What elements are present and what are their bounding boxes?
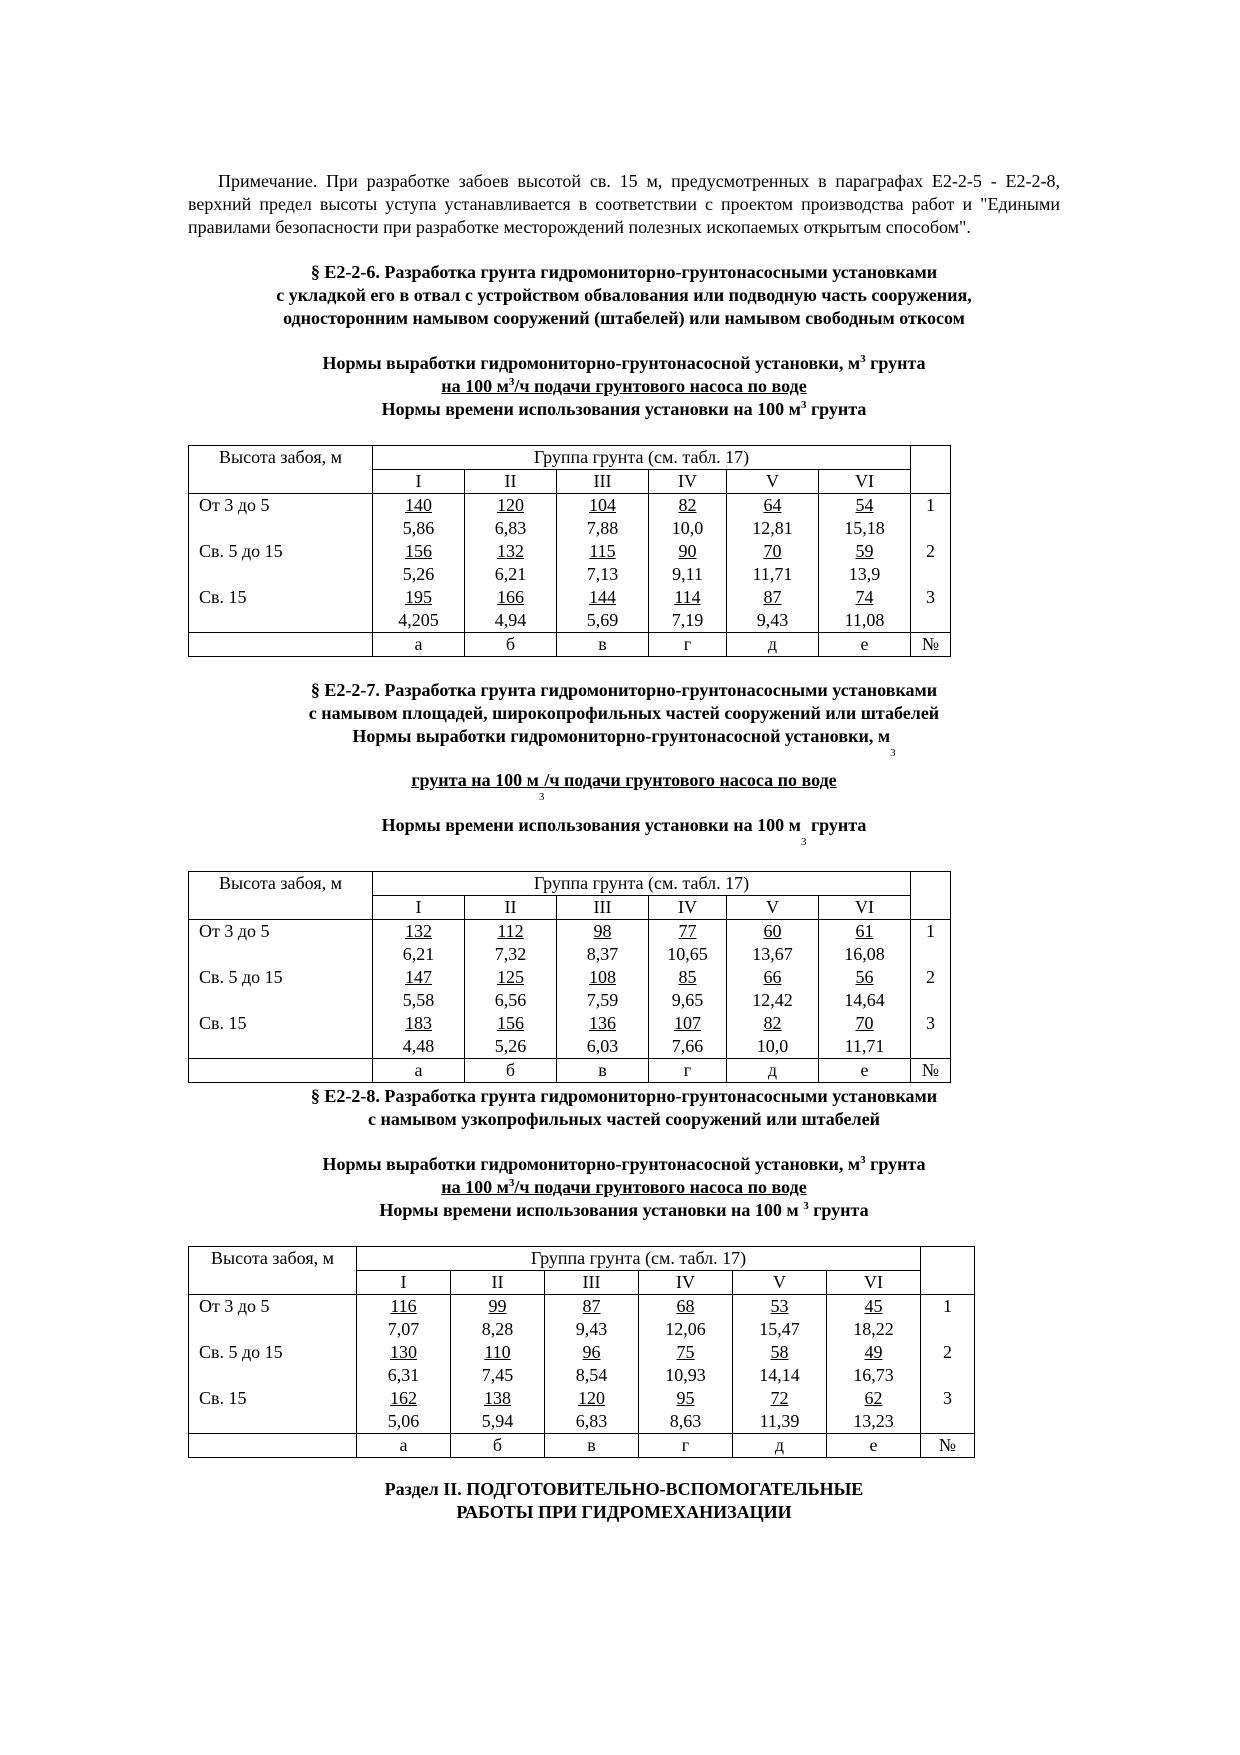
- header-empty: [921, 1271, 975, 1295]
- column-letter: б: [465, 633, 557, 657]
- header-empty: [911, 872, 951, 896]
- row-number: 1: [943, 1296, 952, 1316]
- group-header: VI: [819, 470, 911, 494]
- output-norm: 68: [676, 1296, 695, 1316]
- output-norm: 62: [864, 1388, 883, 1408]
- row-number: 3: [943, 1388, 952, 1408]
- output-norm: 132: [497, 541, 524, 561]
- output-norm: 70: [855, 1013, 874, 1033]
- time-norm: 4,48: [402, 1036, 435, 1056]
- output-norm: 54: [855, 495, 874, 515]
- row-numbers: [911, 920, 951, 1059]
- row-numbers: [911, 494, 951, 633]
- time-norm: 8,37: [586, 944, 619, 964]
- time-norm: 9,11: [672, 564, 703, 584]
- height-label: От 3 до 5: [199, 495, 270, 515]
- output-norm: 53: [770, 1296, 789, 1316]
- number-sign: №: [921, 1434, 975, 1458]
- header-group: Группа грунта (см. табл. 17): [357, 1247, 921, 1271]
- output-norm: 95: [676, 1388, 695, 1408]
- section-e2-2-7: [188, 679, 1060, 1083]
- output-norm: 87: [763, 587, 782, 607]
- output-norm: 104: [589, 495, 616, 515]
- output-norm: 107: [674, 1013, 701, 1033]
- time-line: Нормы времени использования установки на 100 м: [379, 1200, 804, 1220]
- time-norm: 12,42: [752, 990, 793, 1010]
- column-letter: д: [727, 1059, 819, 1083]
- time-norm: 6,21: [402, 944, 435, 964]
- height-labels: [189, 494, 373, 633]
- section-title: [188, 1085, 1060, 1131]
- time-norm: 6,83: [575, 1411, 608, 1431]
- value-cell: [649, 920, 727, 1059]
- value-cell: [465, 920, 557, 1059]
- value-cell: [357, 1295, 451, 1434]
- output-norm: 116: [390, 1296, 417, 1316]
- row-number: 3: [926, 587, 935, 607]
- norm-line: на 100 м: [441, 1177, 509, 1197]
- height-label: Св. 5 до 15: [199, 967, 283, 987]
- group-header: III: [557, 470, 649, 494]
- time-norm: 8,63: [669, 1411, 702, 1431]
- value-cell: [827, 1295, 921, 1434]
- title-line: с укладкой его в отвал с устройством обвалования или подводную часть сооружения,: [276, 285, 972, 305]
- height-labels: [189, 920, 373, 1059]
- time-norm: 13,23: [853, 1411, 894, 1431]
- header-height: Высота забоя, м: [189, 1247, 357, 1271]
- time-norm: 11,71: [844, 1036, 885, 1056]
- output-norm: 49: [864, 1342, 883, 1362]
- column-letter: а: [373, 1059, 465, 1083]
- output-norm: 60: [763, 921, 782, 941]
- value-cell: [557, 920, 649, 1059]
- group-header: V: [727, 470, 819, 494]
- time-norm: 15,18: [844, 518, 885, 538]
- value-cell: [727, 494, 819, 633]
- output-norm: 87: [582, 1296, 601, 1316]
- output-norm: 125: [497, 967, 524, 987]
- output-norm: 110: [484, 1342, 511, 1362]
- header-empty: [921, 1247, 975, 1271]
- title-line: с намывом площадей, широкопрофильных частей сооружений или штабелей: [308, 703, 940, 723]
- output-norm: 45: [864, 1296, 883, 1316]
- row-numbers: [921, 1295, 975, 1434]
- time-norm: 10,0: [671, 518, 704, 538]
- group-header: I: [373, 896, 465, 920]
- value-cell: [819, 920, 911, 1059]
- number-sign: №: [911, 1059, 951, 1083]
- time-norm: 14,64: [844, 990, 885, 1010]
- height-label: Св. 15: [199, 1388, 247, 1408]
- row-number: 1: [926, 921, 935, 941]
- output-norm: 183: [405, 1013, 432, 1033]
- time-norm: 15,47: [759, 1319, 800, 1339]
- group-header: IV: [639, 1271, 733, 1295]
- row-number: 2: [926, 541, 935, 561]
- height-label: Св. 15: [199, 587, 247, 607]
- output-norm: 144: [589, 587, 616, 607]
- time-norm: 16,08: [844, 944, 885, 964]
- column-letter: в: [557, 1059, 649, 1083]
- output-norm: 99: [488, 1296, 507, 1316]
- output-norm: 132: [405, 921, 432, 941]
- value-cell: [545, 1295, 639, 1434]
- value-cell: [727, 920, 819, 1059]
- time-norm: 11,08: [844, 610, 885, 630]
- letters-empty: [189, 633, 373, 657]
- height-label: Св. 5 до 15: [199, 1342, 283, 1362]
- output-norm: 90: [678, 541, 697, 561]
- header-height: Высота забоя, м: [189, 446, 373, 470]
- time-norm: 7,88: [586, 518, 619, 538]
- column-letter: в: [557, 633, 649, 657]
- header-group: Группа грунта (см. табл. 17): [373, 446, 911, 470]
- column-letter: г: [649, 1059, 727, 1083]
- group-header: II: [465, 470, 557, 494]
- output-norm: 70: [763, 541, 782, 561]
- time-norm: 6,21: [494, 564, 527, 584]
- time-norm: 12,81: [752, 518, 793, 538]
- value-cell: [649, 494, 727, 633]
- group-header: III: [557, 896, 649, 920]
- value-cell: [451, 1295, 545, 1434]
- time-norm: 16,73: [853, 1365, 894, 1385]
- height-label: Св. 5 до 15: [199, 541, 283, 561]
- column-letter: б: [465, 1059, 557, 1083]
- group-header: III: [545, 1271, 639, 1295]
- time-norm: 13,67: [752, 944, 793, 964]
- output-norm: 115: [589, 541, 616, 561]
- title-line: § Е2-2-6. Разработка грунта гидромониторно-грунтонасосными установками: [310, 262, 938, 282]
- value-cell: [465, 494, 557, 633]
- row-number: 2: [926, 967, 935, 987]
- column-letter: е: [819, 1059, 911, 1083]
- header-empty: [189, 896, 373, 920]
- section-ii-heading: [188, 1478, 1060, 1524]
- value-cell: [373, 920, 465, 1059]
- time-norm: 8,28: [481, 1319, 514, 1339]
- header-empty: [911, 896, 951, 920]
- time-norm: 5,26: [402, 564, 435, 584]
- group-header: VI: [827, 1271, 921, 1295]
- time-norm: 6,56: [494, 990, 527, 1010]
- value-cell: [557, 494, 649, 633]
- column-letter: д: [727, 633, 819, 657]
- time-norm: 7,32: [494, 944, 527, 964]
- page: [188, 170, 1060, 1524]
- output-norm: 156: [405, 541, 432, 561]
- time-norm: 11,39: [759, 1411, 800, 1431]
- time-norm: 9,65: [671, 990, 704, 1010]
- output-norm: 82: [678, 495, 697, 515]
- time-norm: 5,69: [586, 610, 619, 630]
- output-norm: 56: [855, 967, 874, 987]
- section-title: § Е2-2-7. Разработка грунта гидромониторно-грунтонасосными установками с намывом площадей, широкопрофильных частей сооружений или штабелей Нормы выработки гидромониторно-грунтонасосной установки, $м_3$: [188, 679, 1060, 751]
- group-header: II: [451, 1271, 545, 1295]
- norm-line: Нормы выработки гидромониторно-грунтонасосной установки, м: [322, 1154, 861, 1174]
- output-norm: 162: [390, 1388, 417, 1408]
- output-norm: 59: [855, 541, 874, 561]
- output-norm: 130: [390, 1342, 417, 1362]
- time-norm: 9,43: [756, 610, 789, 630]
- output-norm: 72: [770, 1388, 789, 1408]
- time-norm: 8,54: [575, 1365, 608, 1385]
- header-height: Высота забоя, м: [189, 872, 373, 896]
- norms-heading: Нормы выработки гидромониторно-грунтонасосной установки, $м^3$ грунта на 100 $м^3/ч$ подачи грунтового насоса по воде Нормы времени использования установки на 100 м $^3$ грунта: [322, 1154, 926, 1220]
- norm-line: Нормы выработки гидромониторно-грунтонасосной установки, м: [322, 353, 861, 373]
- time-norm: 7,66: [671, 1036, 704, 1056]
- output-norm: 85: [678, 967, 697, 987]
- group-header: V: [733, 1271, 827, 1295]
- output-norm: 96: [582, 1342, 601, 1362]
- header-empty: [189, 1271, 357, 1295]
- time-norm: 7,07: [387, 1319, 420, 1339]
- norms-table: [188, 871, 951, 1083]
- norm-line: Нормы выработки гидромониторно-грунтонасосной установки, м: [352, 726, 891, 746]
- group-header: II: [465, 896, 557, 920]
- output-norm: 195: [405, 587, 432, 607]
- output-norm: 112: [497, 921, 524, 941]
- column-letter: д: [733, 1434, 827, 1458]
- section-ii-line: РАБОТЫ ПРИ ГИДРОМЕХАНИЗАЦИИ: [456, 1502, 792, 1522]
- time-line: Нормы времени использования установки на 100 м: [381, 815, 801, 835]
- time-norm: 5,94: [481, 1411, 514, 1431]
- time-norm: 4,205: [398, 610, 439, 630]
- title-line: § Е2-2-8. Разработка грунта гидромониторно-грунтонасосными установками: [310, 1086, 938, 1106]
- column-letter: е: [819, 633, 911, 657]
- value-cell: [373, 494, 465, 633]
- group-header: I: [373, 470, 465, 494]
- group-header: VI: [819, 896, 911, 920]
- height-label: Св. 15: [199, 1013, 247, 1033]
- output-norm: 98: [593, 921, 612, 941]
- time-norm: 10,65: [667, 944, 708, 964]
- column-letter: а: [357, 1434, 451, 1458]
- norms-table: [188, 1246, 975, 1458]
- group-header: V: [727, 896, 819, 920]
- note-paragraph: Примечание. При разработке забоев высотой св. 15 м, предусмотренных в параграфах Е2-2-5 - Е2-2-8, верхний предел высоты уступа устанавливается в соответствии с проектом производства работ и "Едиными правилами безопасности при разработке месторождений полезных ископаемых открытым способом".: [188, 171, 1060, 237]
- output-norm: 77: [678, 921, 697, 941]
- title-line: с намывом узкопрофильных частей сооружений или штабелей: [368, 1109, 880, 1129]
- time-norm: 5,26: [494, 1036, 527, 1056]
- time-norm: 4,94: [494, 610, 527, 630]
- time-norm: 5,06: [387, 1411, 420, 1431]
- time-norm: 10,93: [665, 1365, 706, 1385]
- value-cell: [733, 1295, 827, 1434]
- header-empty: [911, 446, 951, 470]
- row-number: 1: [926, 495, 935, 515]
- column-letter: г: [649, 633, 727, 657]
- number-sign: №: [911, 633, 951, 657]
- group-header: IV: [649, 896, 727, 920]
- row-number: 2: [943, 1342, 952, 1362]
- time-norm: 13,9: [848, 564, 881, 584]
- section-e2-2-8: [188, 1085, 1060, 1458]
- letters-empty: [189, 1059, 373, 1083]
- time-norm: 7,13: [586, 564, 619, 584]
- output-norm: 75: [676, 1342, 695, 1362]
- time-norm: 11,71: [752, 564, 793, 584]
- output-norm: 61: [855, 921, 874, 941]
- letters-empty: [189, 1434, 357, 1458]
- output-norm: 58: [770, 1342, 789, 1362]
- output-norm: 74: [855, 587, 874, 607]
- column-letter: г: [639, 1434, 733, 1458]
- output-norm: 108: [589, 967, 616, 987]
- value-cell: [819, 494, 911, 633]
- time-norm: 7,59: [586, 990, 619, 1010]
- norms-table: [188, 445, 951, 657]
- output-norm: 120: [578, 1388, 605, 1408]
- section-title: [188, 261, 1060, 330]
- header-empty: [911, 470, 951, 494]
- height-label: От 3 до 5: [199, 1296, 270, 1316]
- section-ii-line: Раздел II. ПОДГОТОВИТЕЛЬНО-ВСПОМОГАТЕЛЬНЫЕ: [384, 1479, 864, 1499]
- column-letter: а: [373, 633, 465, 657]
- time-norm: 7,45: [481, 1365, 514, 1385]
- time-norm: 7,19: [671, 610, 704, 630]
- title-line: § Е2-2-7. Разработка грунта гидромониторно-грунтонасосными установками: [310, 680, 938, 700]
- title-line: односторонним намывом сооружений (штабелей) или намывом свободным откосом: [283, 308, 965, 328]
- output-norm: 64: [763, 495, 782, 515]
- group-header: I: [357, 1271, 451, 1295]
- height-label: От 3 до 5: [199, 921, 270, 941]
- section-e2-2-6: [188, 261, 1060, 657]
- time-norm: 18,22: [853, 1319, 894, 1339]
- time-norm: 14,14: [759, 1365, 800, 1385]
- time-norm: 5,58: [402, 990, 435, 1010]
- output-norm: 147: [405, 967, 432, 987]
- output-norm: 166: [497, 587, 524, 607]
- output-norm: 156: [497, 1013, 524, 1033]
- output-norm: 82: [763, 1013, 782, 1033]
- time-norm: 12,06: [665, 1319, 706, 1339]
- value-cell: [639, 1295, 733, 1434]
- output-norm: 120: [497, 495, 524, 515]
- column-letter: в: [545, 1434, 639, 1458]
- norms-heading: Нормы выработки гидромониторно-грунтонасосной установки, $м^3$ грунта на 100 $м^3/ч$ подачи грунтового насоса по воде Нормы времени использования установки на 100 $м^3$ грунта: [322, 353, 926, 419]
- time-norm: 5,86: [402, 518, 435, 538]
- norm-line: на 100 м: [441, 376, 509, 396]
- time-norm: 10,0: [756, 1036, 789, 1056]
- row-number: 3: [926, 1013, 935, 1033]
- output-norm: 136: [589, 1013, 616, 1033]
- output-norm: 140: [405, 495, 432, 515]
- time-norm: 6,03: [586, 1036, 619, 1056]
- header-empty: [189, 470, 373, 494]
- output-norm: 138: [484, 1388, 511, 1408]
- time-norm: 6,83: [494, 518, 527, 538]
- output-norm: 114: [674, 587, 701, 607]
- time-norm: 6,31: [387, 1365, 420, 1385]
- time-line: Нормы времени использования установки на 100 м: [381, 399, 801, 419]
- header-group: Группа грунта (см. табл. 17): [373, 872, 911, 896]
- norm-line: грунта на 100 м: [411, 770, 539, 790]
- column-letter: е: [827, 1434, 921, 1458]
- group-header: IV: [649, 470, 727, 494]
- norms-heading: грунта на 100 $м_3/ч$ подачи грунтового насоса по воде Нормы времени использования установки на 100 $м_3$ грунта: [381, 770, 867, 848]
- height-labels: [189, 1295, 357, 1434]
- column-letter: б: [451, 1434, 545, 1458]
- time-norm: 9,43: [575, 1319, 608, 1339]
- output-norm: 66: [763, 967, 782, 987]
